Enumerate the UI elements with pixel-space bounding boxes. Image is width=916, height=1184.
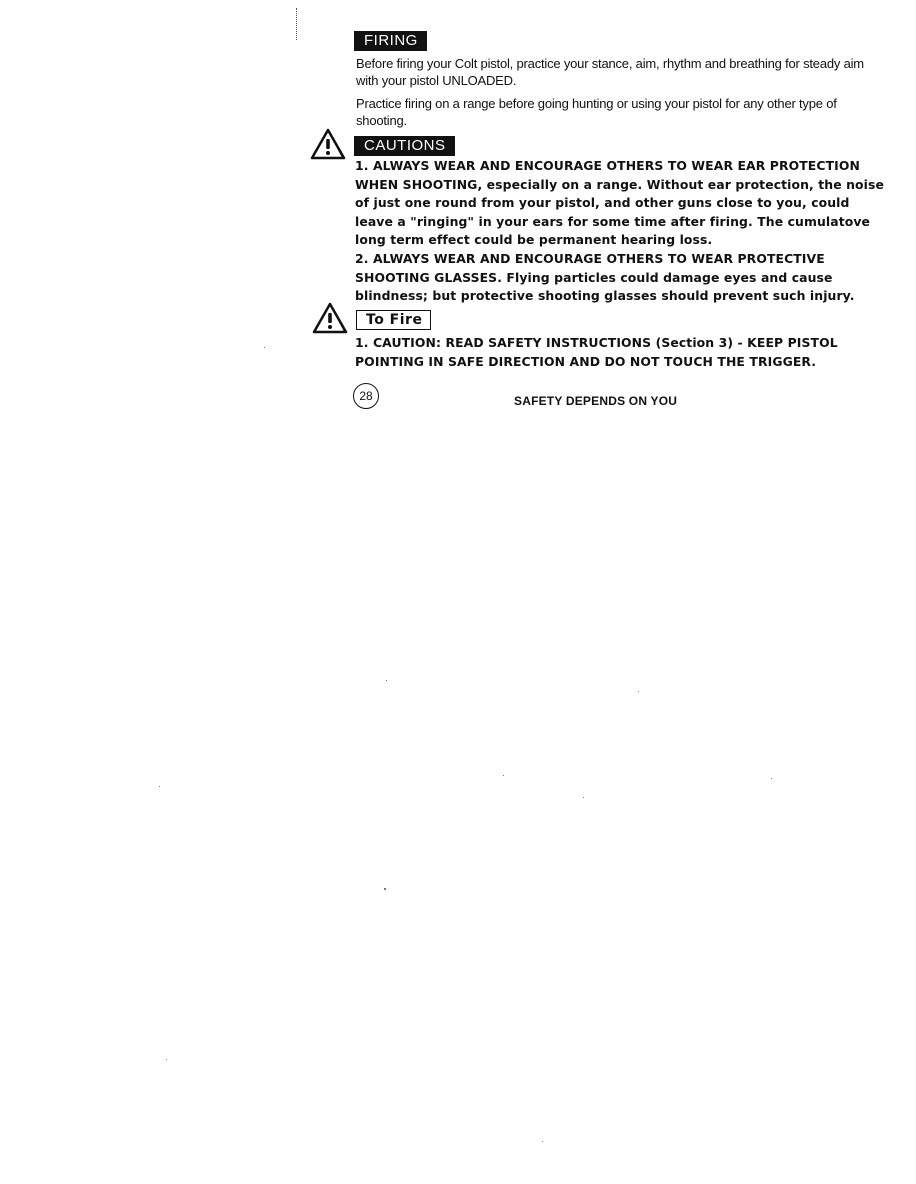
scan-speck — [542, 1141, 543, 1142]
firing-paragraph-1: Before firing your Colt pistol, practice your stance, aim, rhythm and breathing for steady aim with your pistol UNLOADED. — [356, 56, 864, 88]
firing-heading: FIRING — [354, 31, 427, 51]
caution-item-2: 2. ALWAYS WEAR AND ENCOURAGE OTHERS TO WEAR PROTECTIVE SHOOTING GLASSES. Flying particles could damage eyes and cause blindness; but protective shooting glasses should prevent such injury. — [355, 251, 855, 303]
scan-speck — [159, 786, 160, 787]
caution-item-1: 1. ALWAYS WEAR AND ENCOURAGE OTHERS TO WEAR EAR PROTECTION WHEN SHOOTING, especially on a range. Without ear protection, the noise of just one round from your pistol, and other guns close to you, could leave a "ringing" in your ears for some time after firing. The cumulatove long term effect could be permanent hearing loss. — [355, 158, 884, 247]
page-number: 28 — [353, 383, 379, 409]
to-fire-heading: To Fire — [356, 310, 431, 330]
scan-speck — [503, 775, 504, 776]
warning-triangle-icon — [311, 301, 349, 335]
footer-text: SAFETY DEPENDS ON YOU — [514, 394, 678, 408]
scan-speck — [386, 680, 387, 681]
scan-speck — [166, 1059, 167, 1060]
scan-speck — [583, 797, 584, 798]
binding-marks — [296, 8, 299, 40]
scan-speck — [638, 691, 639, 692]
warning-triangle-icon — [309, 127, 347, 161]
cautions-heading: CAUTIONS — [354, 136, 455, 156]
scan-speck — [771, 778, 772, 779]
scan-speck — [264, 347, 265, 348]
scan-speck — [384, 888, 386, 890]
firing-paragraph-2: Practice firing on a range before going hunting or using your pistol for any other type of shooting. — [356, 96, 837, 128]
to-fire-item-1: 1. CAUTION: READ SAFETY INSTRUCTIONS (Section 3) - KEEP PISTOL POINTING IN SAFE DIRECTION AND DO NOT TOUCH THE TRIGGER. — [355, 335, 838, 369]
